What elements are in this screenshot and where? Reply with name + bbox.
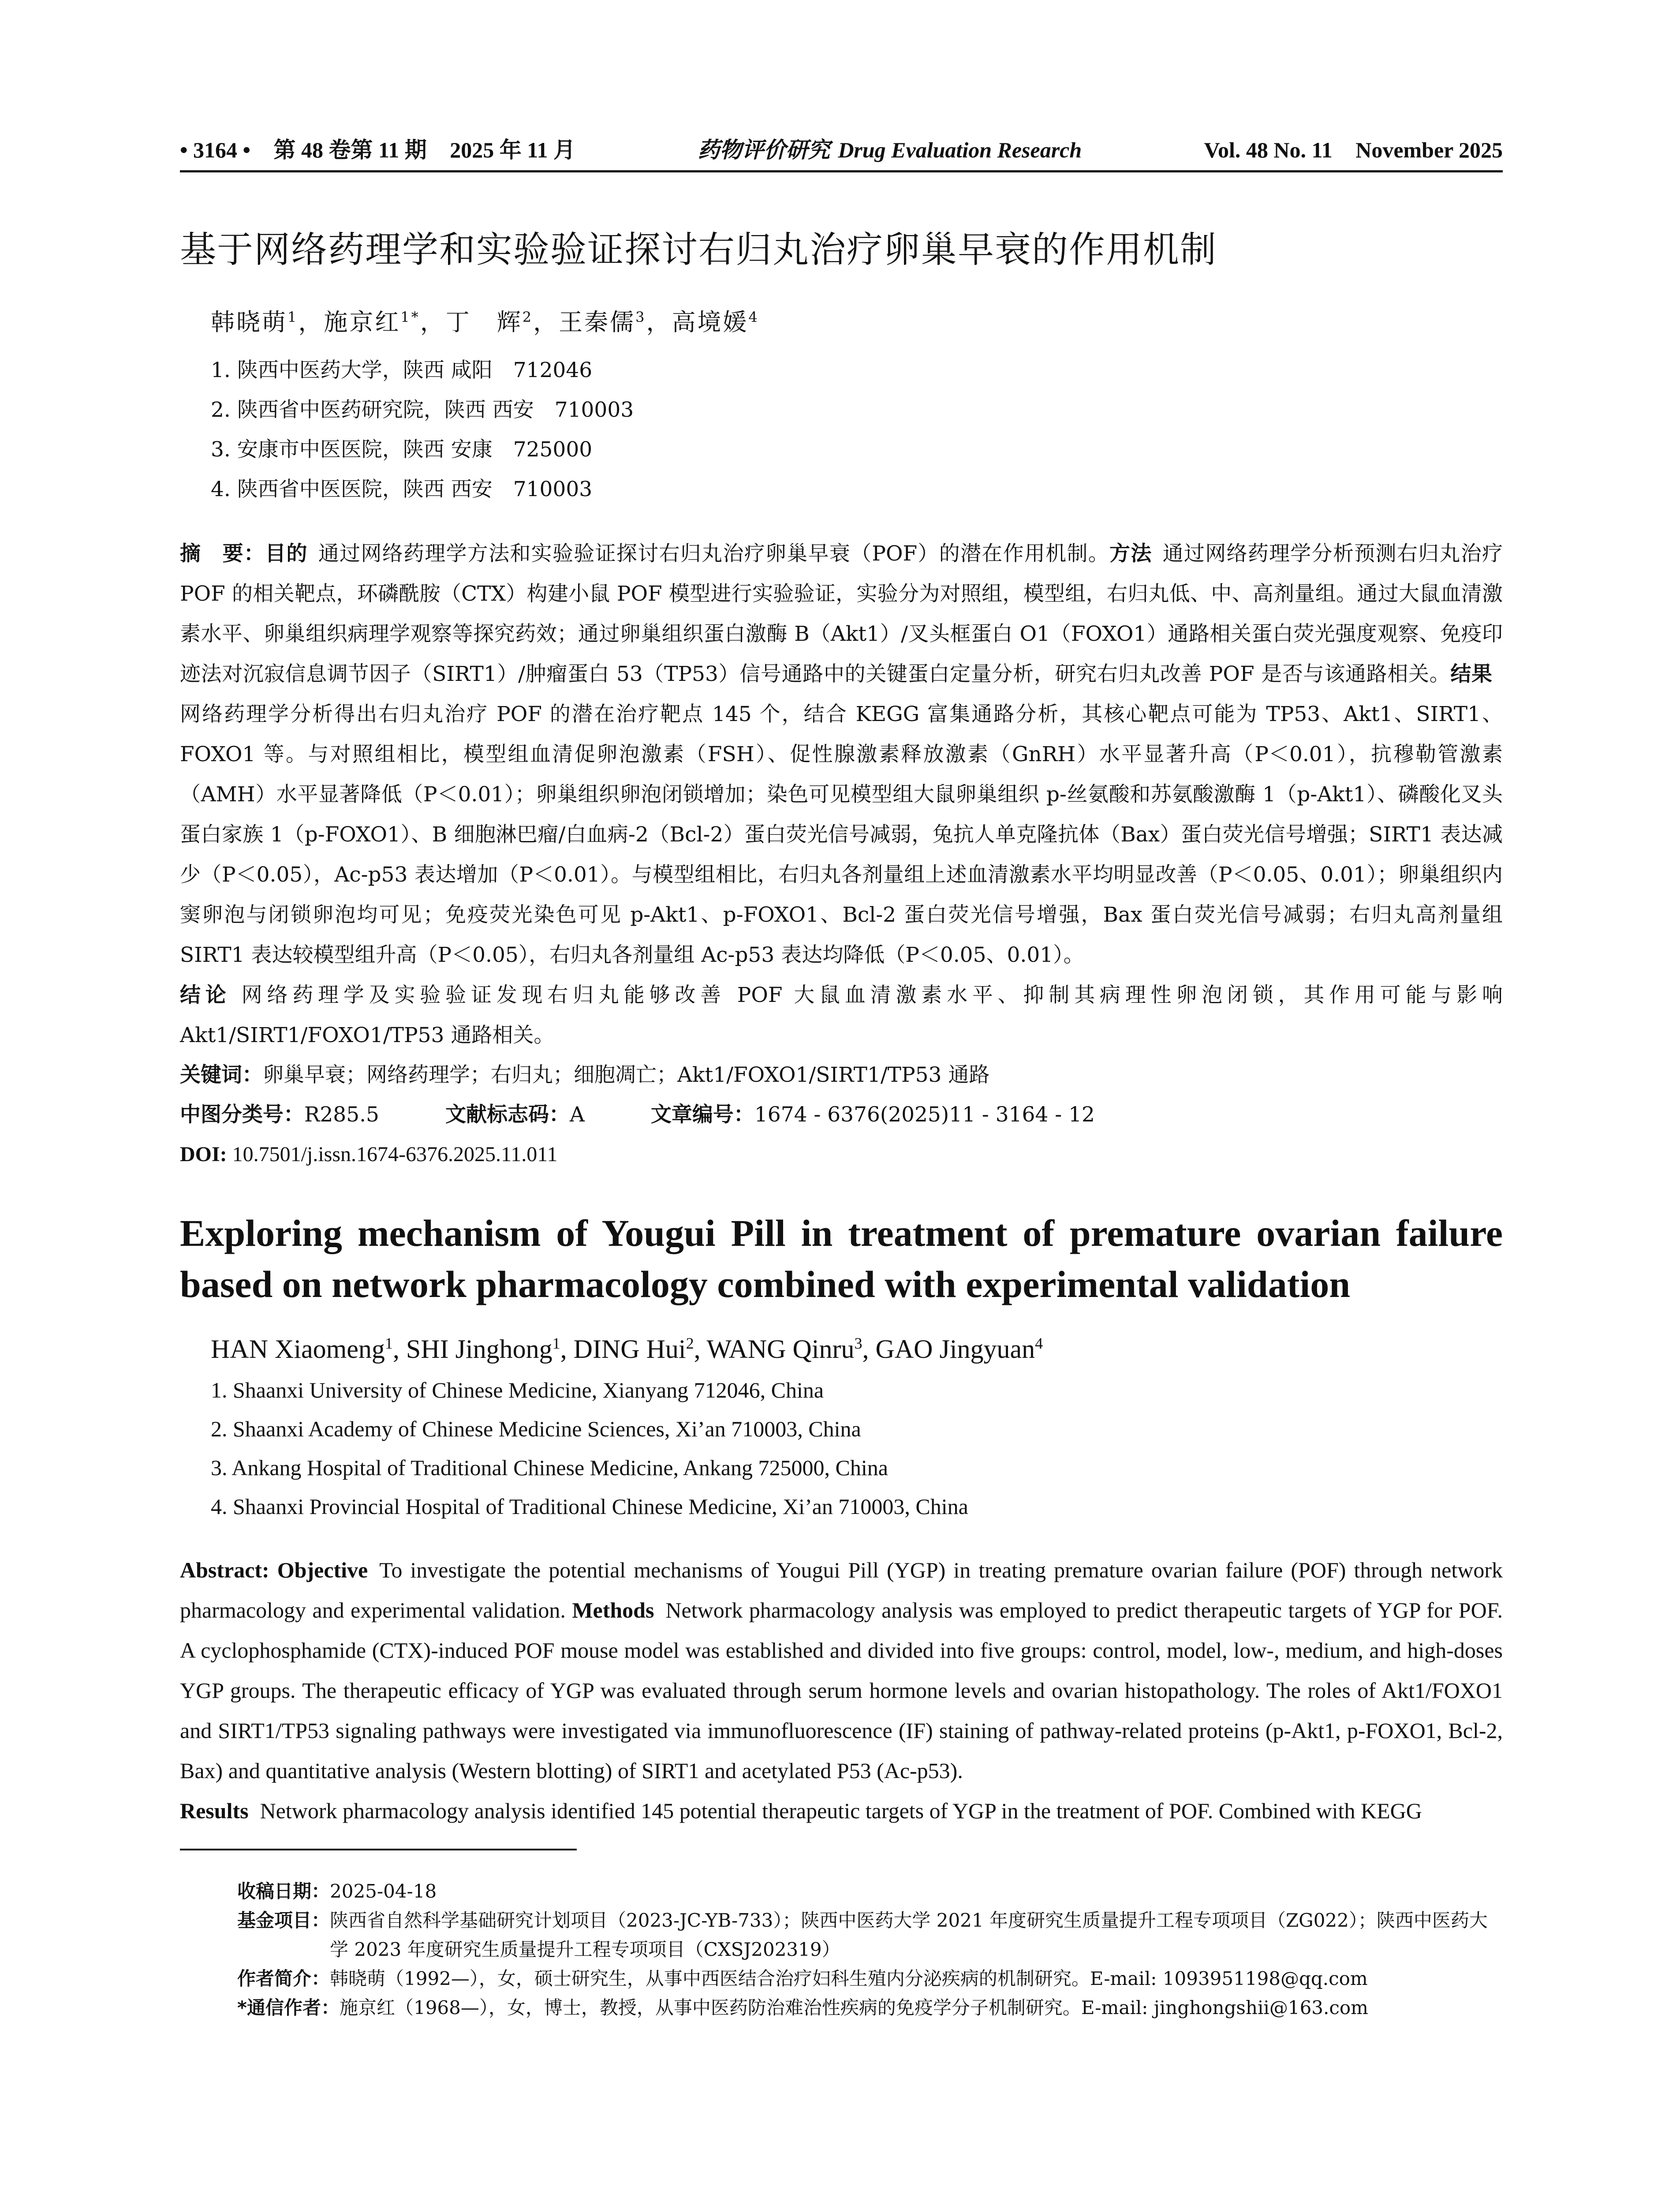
- affiliation-item: 2. Shaanxi Academy of Chinese Medicine Sciences, Xi’an 710003, China: [211, 1416, 861, 1441]
- results-en-label: Results: [180, 1798, 249, 1823]
- methods-en-label: Methods: [572, 1598, 654, 1622]
- footnote-received: 收稿日期： 2025-04-18: [237, 1880, 437, 1902]
- objective-text: 通过网络药理学方法和实验验证探讨右归丸治疗卵巢早衰（POF）的潜在作用机制。: [318, 542, 1110, 566]
- conclusion-text: 网络药理学及实验验证发现右归丸能够改善 POF 大鼠血清激素水平、抑制其病理性卵泡闭锁，其作用可能与影响 Akt1/SIRT1/FOXO1/TP53 通路相关。: [180, 983, 1503, 1047]
- conclusion-label: 结论: [180, 983, 231, 1007]
- author-en: WANG Qinru$^3$,: [706, 1334, 876, 1364]
- authors-en: [180, 1334, 1503, 1364]
- affiliation-item: 4. 陕西省中医医院，陕西 西安 710003: [211, 477, 593, 501]
- paper-page: [180, 132, 1503, 2022]
- date-en: November 2025: [1355, 138, 1503, 162]
- volume-issue-cn: 第 48 卷第 11 期: [273, 138, 427, 162]
- results-text: 网络药理学分析得出右归丸治疗 POF 的潜在治疗靶点 145 个，结合 KEGG 富集通路分析，其核心靶点可能为 TP53、Akt1、SIRT1、FOXO1 等。与对照组相比，模型组血清促卵泡激素（FSH）、促性腺激素释放激素（GnRH）水平显著升高（P＜0.01），抗穆勒管激素（AMH）水平显著降低（P＜0.01）；卵巢组织卵泡闭锁增加；染色可见模型组大鼠卵巢组织 p-丝氨酸和苏氨酸激酶 1（p-Akt1）、磷酸化叉头蛋白家族 1（p-FOXO1）、B 细胞淋巴瘤/白血病-2（Bcl-2）蛋白荧光信号减弱，兔抗人单克隆抗体（Bax）蛋白荧光信号增强；SIRT1 表达减少（P＜0.05），Ac-p53 表达增加（P＜0.01）。与模型组相比，右归丸各剂量组上述血清激素水平均明显改善（P＜0.05、0.01）；卵巢组织内窦卵泡与闭锁卵泡均可见；免疫荧光染色可见 p-Akt1、p-FOXO1、Bcl-2 蛋白荧光信号增强，Bax 蛋白荧光信号减弱；右归丸高剂量组 SIRT1 表达较模型组升高（P＜0.05），右归丸各剂量组 Ac-p53 表达均降低（P＜0.05、0.01）。: [180, 702, 1503, 967]
- author-cn: 韩晓萌$^1$，: [211, 308, 324, 336]
- affiliation-item: 4. Shaanxi Provincial Hospital of Traditional Chinese Medicine, Xi’an 710003, China: [211, 1494, 968, 1519]
- author-en: DING Hui$^2$,: [573, 1334, 707, 1364]
- affiliation-item: 2. 陕西省中医药研究院，陕西 西安 710003: [211, 398, 634, 422]
- date-cn: 2025 年 11 月: [450, 138, 576, 162]
- volume-issue-en: Vol. 48 No. 11: [1204, 138, 1333, 162]
- methods-en-text: Network pharmacology analysis was employed to predict therapeutic targets of YGP for POF. A cyclophosphamide (CTX)-induced POF mouse model was established and divided into five groups: control, model, low-, medium, and high-doses YGP groups. The therapeutic efficacy of YGP was evaluated through serum hormone levels and ovarian histopathology. The roles of Akt1/FOXO1 and SIRT1/TP53 signaling pathways were investigated via immunofluorescence (IF) staining of pathway-related proteins (p-Akt1, p-FOXO1, Bcl-2, Bax) and quantitative analysis (Western blotting) of SIRT1 and acetylated P53 (Ac-p53).: [180, 1598, 1503, 1783]
- footnote-author-bio: 作者简介： 韩晓萌（1992—），女，硕士研究生，从事中西医结合治疗妇科生殖内分泌疾病的机制研究。E-mail: 1093951198@qq.com: [237, 1968, 1368, 1989]
- affiliation-item: 1. Shaanxi University of Chinese Medicine, Xianyang 712046, China: [211, 1378, 824, 1402]
- journal-name-en: Drug Evaluation Research: [838, 138, 1082, 162]
- author-cn: 高境媛$^4$: [672, 308, 759, 336]
- author-cn: 王秦儒$^3$，: [559, 308, 672, 336]
- authors-cn: [180, 303, 1503, 337]
- objective-label: 目的: [265, 542, 308, 566]
- author-en: SHI Jinghong$^1$,: [406, 1334, 574, 1364]
- author-en: HAN Xiaomeng$^1$,: [211, 1334, 406, 1364]
- footnote-funding: 基金项目： 陕西省自然科学基础研究计划项目（2023-JC-YB-733）；陕西中医药大学 2021 年度研究生质量提升工程专项项目（ZG022）；陕西中医药大学 2023 年度研究生质量提升工程专项项目（CXSJ202319）: [237, 1910, 1488, 1960]
- abstract-label: 摘 要：: [180, 542, 265, 566]
- results-en-text: Network pharmacology analysis identified 145 potential therapeutic targets of YGP in the treatment of POF. Combined with KEGG: [260, 1798, 1422, 1823]
- footnote-divider: [180, 1849, 577, 1850]
- footnote-corresponding: *通信作者： 施京红（1968—），女，博士，教授，从事中医药防治难治性疾病的免疫学分子机制研究。E-mail: jinghongshii@163.com: [237, 1997, 1369, 2018]
- results-label: 结果: [1450, 662, 1492, 686]
- page-number: • 3164 •: [180, 138, 251, 162]
- affiliations-cn: [180, 351, 1503, 509]
- doi[interactable]: DOI: 10.7501/j.issn.1674-6376.2025.11.011: [180, 1143, 558, 1166]
- affiliations-en: [180, 1371, 1503, 1526]
- running-header: [180, 132, 1503, 172]
- abstract-en-label: Abstract: Objective: [180, 1558, 368, 1582]
- methods-text: 通过网络药理学分析预测右归丸治疗 POF 的相关靶点，环磷酰胺（CTX）构建小鼠 POF 模型进行实验验证，实验分为对照组，模型组，右归丸低、中、高剂量组。通过大鼠血清激素水平、卵巢组织病理学观察等探究药效；通过卵巢组织蛋白激酶 B（Akt1）/叉头框蛋白 O1（FOXO1）通路相关蛋白荧光强度观察、免疫印迹法对沉寂信息调节因子（SIRT1）/肿瘤蛋白 53（TP53）信号通路中的关键蛋白定量分析，研究右归丸改善 POF 是否与该通路相关。: [180, 542, 1503, 686]
- title-en: Exploring mechanism of Yougui Pill in treatment of premature ovarian failure based on network pharmacology combined with experimental validation: [180, 1212, 1503, 1305]
- affiliation-item: 3. Ankang Hospital of Traditional Chinese Medicine, Ankang 725000, China: [211, 1455, 888, 1480]
- author-cn: 丁 辉$^2$，: [445, 308, 559, 336]
- objective-en-text: To investigate the potential mechanisms of Yougui Pill (YGP) in treating premature ovarian failure (POF) through network pharmacology and experimental validation.: [180, 1558, 1503, 1622]
- journal-logo-cn: 药物评价研究: [698, 137, 830, 163]
- footnotes: [180, 1877, 1503, 2022]
- abstract-cn: [180, 534, 1503, 1055]
- affiliation-item: 1. 陕西中医药大学，陕西 咸阳 712046: [211, 358, 593, 382]
- affiliation-item: 3. 安康市中医医院，陕西 安康 725000: [211, 437, 593, 462]
- author-en: GAO Jingyuan$^4$: [875, 1334, 1043, 1364]
- methods-label: 方法: [1109, 542, 1152, 566]
- keywords-cn: 关键词：卵巢早衰；网络药理学；右归丸；细胞凋亡；Akt1/FOXO1/SIRT1/TP53 通路: [180, 1063, 990, 1087]
- abstract-en: [180, 1550, 1503, 1831]
- title-cn: 基于网络药理学和实验验证探讨右归丸治疗卵巢早衰的作用机制: [180, 229, 1217, 271]
- author-cn: 施京红$^{1*}$，: [324, 308, 446, 336]
- classification-line: 中图分类号：R285.5 文献标志码：A 文章编号：1674 - 6376(2025)11 - 3164 - 12: [180, 1102, 1095, 1127]
